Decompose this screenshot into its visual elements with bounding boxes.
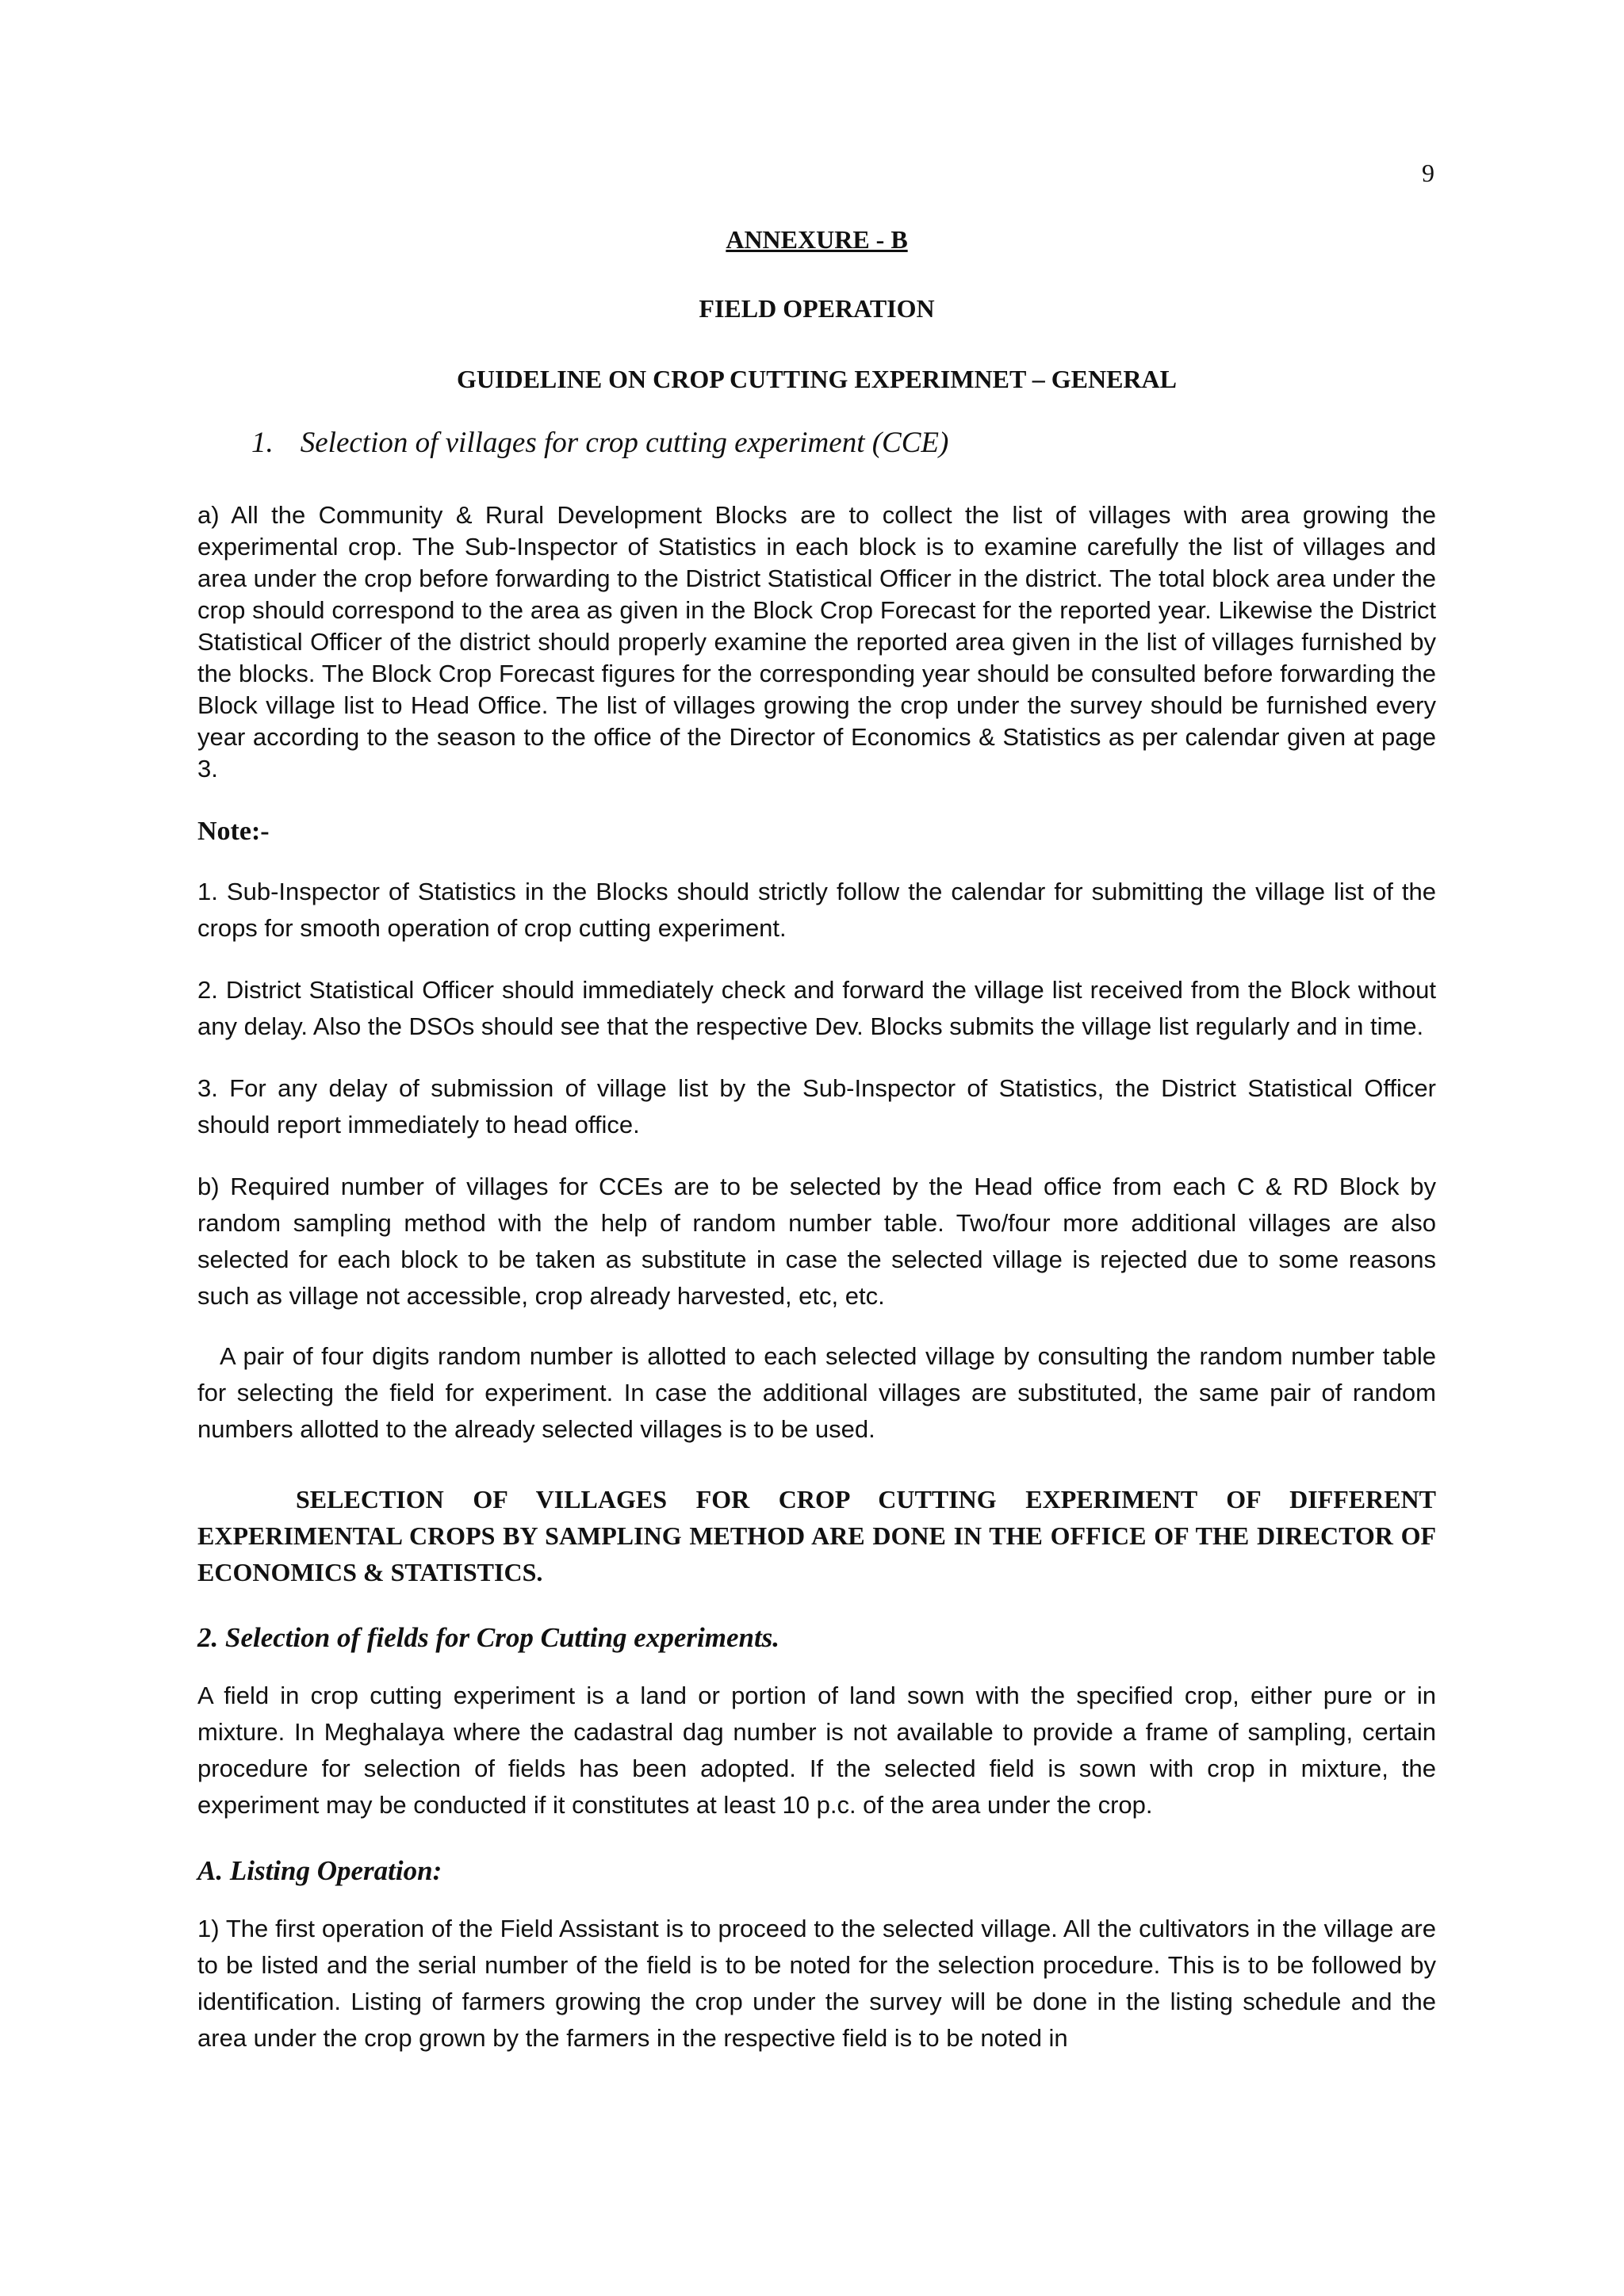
paragraph-listing: 1) The first operation of the Field Assistant is to proceed to the selected village. All the cultivators in the village are to be listed and the serial number of the field is to be noted for the selection procedure. This is to be followed by identification. Listing of farmers growing the crop under the survey will be done in the listing schedule and the area under the crop grown by the farmers in the respective field is to be noted in — [197, 1915, 1436, 2052]
section-2-heading: 2. Selection of fields for Crop Cutting experiments. — [197, 1622, 780, 1653]
paragraph-a: a) All the Community & Rural Development Blocks are to collect the list of villages with area growing the experimental crop. The Sub-Inspector of Statistics in each block is to examine carefully the list of villages and area under the crop before forwarding to the District Statistical Officer in the district. The total block area under the crop should correspond to the area as given in the Block Crop Forecast for the reported year. Likewise the District Statistical Officer of the district should properly examine the reported area given in the list of villages furnished by the blocks. The Block Crop Forecast figures for the corresponding year should be consulted before forwarding the Block village list to Head Office. The list of villages growing the crop under the survey should be furnished every year according to the season to the office of the Director of Economics & Statistics as per calendar given at page 3. — [197, 501, 1436, 783]
section-a-heading: A. Listing Operation: — [197, 1855, 442, 1886]
note-item-1: 1. Sub-Inspector of Statistics in the Blocks should strictly follow the calendar for submitting the village list of the crops for smooth operation of crop cutting experiment. — [197, 878, 1436, 942]
guideline-heading: GUIDELINE ON CROP CUTTING EXPERIMNET – GENERAL — [457, 365, 1177, 393]
paragraph-b: b) Required number of villages for CCEs are to be selected by the Head office from each C & RD Block by random sampling method with the help of random number table. Two/four more additional villages are also selected for each block to be taken as substitute in case the selected village is rejected due to some reasons such as village not accessible, crop already harvested, etc, etc. — [197, 1173, 1436, 1310]
note-item-2: 2. District Statistical Officer should immediately check and forward the village list received from the Block without any delay. Also the DSOs should see that the respective Dev. Blocks submits the village list regularly and in time. — [197, 976, 1436, 1040]
section-1-title: Selection of villages for crop cutting experiment (CCE) — [300, 427, 949, 459]
selection-note: SELECTION OF VILLAGES FOR CROP CUTTING EXPERIMENT OF DIFFERENT EXPERIMENTAL CROPS BY SAMPLING METHOD ARE DONE IN THE OFFICE OF THE DIRECTOR OF ECONOMICS & STATISTICS. — [197, 1485, 1436, 1586]
field-operation-heading: FIELD OPERATION — [699, 294, 935, 323]
page-content — [197, 219, 1436, 2057]
page-number: 9 — [1422, 159, 1434, 187]
paragraph-field: A field in crop cutting experiment is a land or portion of land sown with the specified crop, either pure or in mixture. In Meghalaya where the cadastral dag number is not available to provide a frame of sampling, certain procedure for selection of fields has been adopted. If the selected field is sown with crop in mixture, the experiment may be conducted if it constitutes at least 10 p.c. of the area under the crop. — [197, 1682, 1436, 1819]
section-1-number: 1. — [251, 427, 274, 459]
paragraph-random-pair: A pair of four digits random number is allotted to each selected village by consulting the random number table for selecting the field for experiment. In case the additional villages are substituted, the same pair of random numbers allotted to the already selected villages is to be used. — [197, 1342, 1436, 1443]
section-1-heading — [251, 426, 1436, 460]
note-label: Note:- — [197, 817, 270, 846]
annexure-heading: ANNEXURE - B — [726, 225, 908, 254]
note-item-3: 3. For any delay of submission of village list by the Sub-Inspector of Statistics, the District Statistical Officer should report immediately to head office. — [197, 1074, 1436, 1138]
